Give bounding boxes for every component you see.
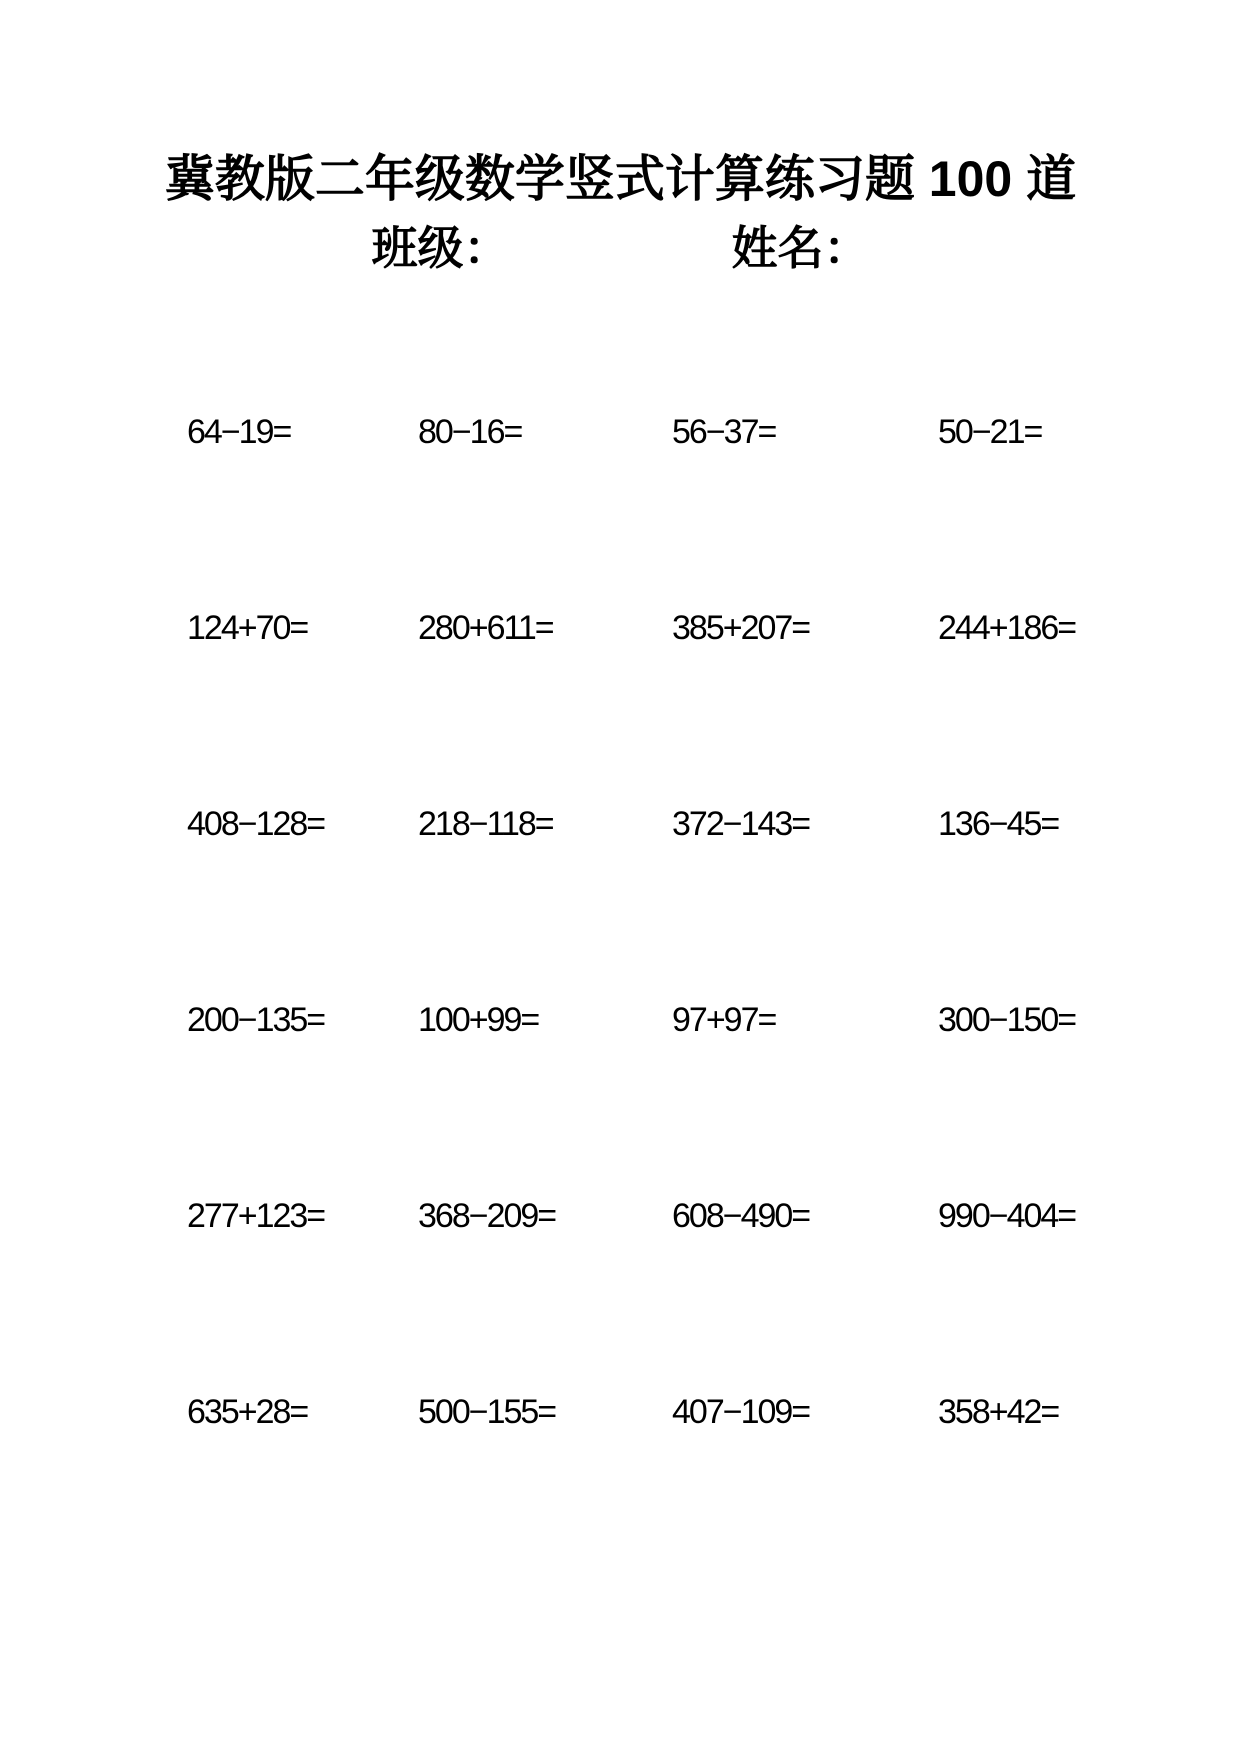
problem-row-4 xyxy=(187,1000,1076,1196)
problem: 280+611= xyxy=(418,609,553,647)
problem: 990−404= xyxy=(938,1197,1076,1235)
problem: 372−143= xyxy=(672,805,810,843)
problem-row-2 xyxy=(187,608,1076,804)
problem: 500−155= xyxy=(418,1393,556,1431)
problem: 50−21= xyxy=(938,413,1042,451)
problem: 368−209= xyxy=(418,1197,556,1235)
problem: 100+99= xyxy=(418,1001,539,1039)
problem-row-5 xyxy=(187,1196,1076,1392)
problem: 56−37= xyxy=(672,413,776,451)
class-label: 班级： xyxy=(371,222,510,274)
problem: 277+123= xyxy=(187,1197,325,1235)
problem-row-1 xyxy=(187,412,1055,608)
problem-row-6 xyxy=(187,1392,1059,1588)
problem: 136−45= xyxy=(938,805,1059,843)
problem: 300−150= xyxy=(938,1001,1076,1039)
problem: 408−128= xyxy=(187,805,325,843)
problem-row-3 xyxy=(187,804,1059,1000)
problem: 608−490= xyxy=(672,1197,810,1235)
problem: 407−109= xyxy=(672,1393,810,1431)
page-title: 冀教版二年级数学竖式计算练习题 100 道 xyxy=(164,151,1077,207)
problem: 64−19= xyxy=(187,413,291,451)
problem: 635+28= xyxy=(187,1393,308,1431)
problem: 385+207= xyxy=(672,609,810,647)
name-label: 姓名： xyxy=(731,222,870,274)
problem: 80−16= xyxy=(418,413,522,451)
problem: 97+97= xyxy=(672,1001,776,1039)
problem: 244+186= xyxy=(938,609,1076,647)
problem: 200−135= xyxy=(187,1001,325,1039)
problem: 218−118= xyxy=(418,805,553,843)
problem: 124+70= xyxy=(187,609,308,647)
problems-grid xyxy=(187,412,1076,1588)
header-fields xyxy=(0,220,1241,276)
problem: 358+42= xyxy=(938,1393,1059,1431)
